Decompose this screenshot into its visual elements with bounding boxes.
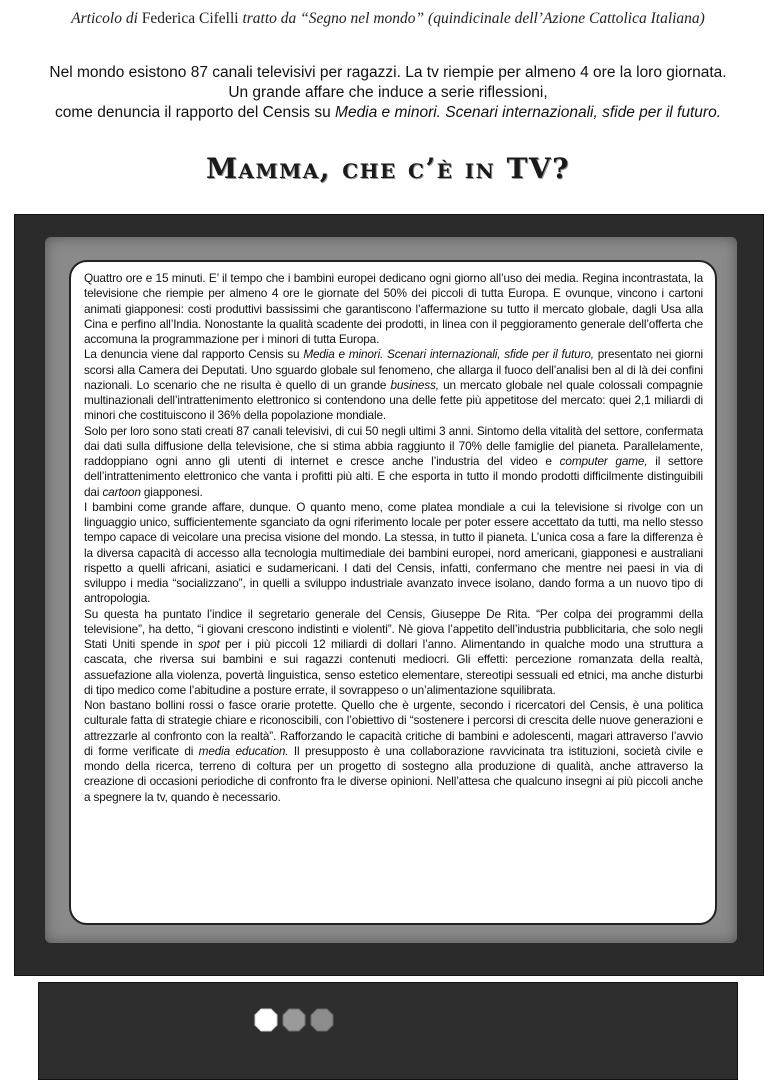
intro-line-3-title: Media e minori. Scenari internazionali, sfide per il futuro.	[335, 104, 721, 121]
text-run: un mercato globale nel quale colossali compagnie multinazionali dell’intrattenimento elettronico si contendono una delle fette più appetitose del mercato: quei 2,1 miliardi di minori che costituiscono il 36% della popolazione mondiale.	[84, 377, 703, 423]
tv-control-bar	[38, 982, 738, 1080]
article-paragraph-6	[84, 698, 703, 805]
article-paragraph-4: I bambini come grande affare, dunque. O quanto meno, come platea mondiale a cui la televisione si rivolge con un linguaggio unico, sufficientemente sganciato da ogni riferimento locale per poter essere accettato da tutti, ma nello stesso tempo capace di veicolare una precisa visione del mondo. La stessa, in tutto il pianeta. L’unica cosa a fare la differenza è la diversa capacità di accesso alla tecnologia multimediale dei bambini europei, nord americani, giapponesi e australiani rispetto a quelli africani, asiatici e sudamericani. I dati del Censis, infatti, confermano che mentre nei paesi in via di sviluppo i media “socializzano”, in quelli a sviluppo industriale avanzato invece isolano, dando forma a un nuovo tipo di antropologia.	[84, 499, 703, 606]
credit-author: Federica Cifelli	[141, 10, 239, 27]
italic-run: cartoon	[102, 484, 141, 499]
gray-octagon-icon	[310, 1008, 334, 1032]
italic-run: computer game,	[559, 454, 648, 468]
article-panel	[69, 260, 717, 925]
article-paragraph-1: Quattro ore e 15 minuti. E’ il tempo che i bambini europei dedicano ogni giorno all’uso dei media. Regina incontrastata, la televisione che riempie per almeno 4 ore le giornate del 50% dei piccoli di tutta Europa. E ovunque, vincono i cartoni animati giapponesi: costi produttivi bassissimi che garantiscono l’affermazione su tutto il mercato globale, dagli Usa alla Cina e perfino all’India. Nonostante la qualità scadente dei prodotti, in linea con il peggioramento generale dell’offerta che accomuna la programmazione per i minori di tutta Europa.	[84, 271, 703, 346]
text-run: La denuncia viene dal rapporto Censis su	[84, 347, 300, 362]
text-run: per i più piccoli 12 miliardi di dollari l’anno. Alimentando in qualche modo una struttura a cascata, che riversa sui bambini e sui ragazzi contenuti mediocri. Gli effetti: percezione romanzata della realtà, assuefazione alla violenza, povertà linguistica, senso estetico elementare, stereotipi sessuali ed etnici, ma anche disturbi di tipo medico come l’abitudine a posture errate, il sovrappeso o un’alimentazione squilibrata.	[84, 637, 703, 697]
article-body	[84, 271, 703, 805]
text-run: Su questa ha puntato l’indice il segretario generale del Censis, Giuseppe De Rita. “Per colpa dei programmi della televisione”, ha detto, “i giovani crescono indistinti e violenti”. Nè giova l’appetito dell’industria pubblicitaria, che solo negli Stati Uniti spende in	[84, 606, 703, 651]
indicator-dots	[254, 1008, 334, 1032]
article-paragraph-5	[84, 607, 703, 699]
text-run: Il presupposto è una collaborazione ravvicinata tra istituzioni, società civile e mondo della ricerca, terreno di coltura per un progetto di sostegno alla produzione di qualità, anche attraverso la creazione di occasioni periodiche di confronto fra le diverse opinioni. Nell’attesa che qualcuno insegni ai più piccoli anche a spegnere la tv, quando è necessario.	[84, 743, 703, 804]
white-octagon-icon	[254, 1008, 278, 1032]
intro-line-1: Nel mondo esistono 87 canali televisivi per ragazzi. La tv riempie per almeno 4 ore la loro giornata.	[49, 64, 727, 81]
text-run: Solo per loro sono stati creati 87 canali televisivi, di cui 50 negli ultimi 3 anni. Sintomo della vitalità del settore, confermata dai dati sulla diffusione della televisione, che si stima abbia raggiunto il 70% delle famiglie del pianeta. Parallelamente, raddoppiano ogni anno gli utenti di internet e cresce anche l’industria del video e	[84, 423, 703, 468]
text-run: presentato nei giorni scorsi alla Camera dei Deputati. Uno sguardo globale sul fenomeno, che allarga il fuoco dell’analisi ben al di là dei confini nazionali. Lo scenario che ne risulta è quello di un grande	[84, 347, 703, 392]
italic-run: business,	[390, 377, 439, 392]
tv-screen	[45, 237, 737, 943]
text-run: il settore dell’intrattenimento elettronico che vanta i profitti più alti. E che esporta in tutto il mondo prodotti difficilmente distinguibili dai	[84, 454, 704, 499]
italic-run: Media e minori. Scenari internazionali, sfide per il futuro,	[303, 347, 594, 362]
article-paragraph-3	[84, 424, 703, 500]
credit-prefix: Articolo di	[71, 10, 138, 27]
intro-line-3-text: come denuncia il rapporto del Censis su	[55, 104, 331, 121]
credit-mid: tratto da	[242, 10, 297, 27]
intro-block	[20, 63, 756, 123]
intro-line-2: Un grande affare che induce a serie riflessioni,	[228, 84, 548, 101]
article-paragraph-2	[84, 347, 703, 423]
credit-source: “Segno nel mondo” (quindicinale dell’Azione Cattolica Italiana)	[300, 10, 705, 27]
text-run: giapponesi.	[143, 484, 203, 499]
gray-octagon-icon	[282, 1008, 306, 1032]
tv-frame	[14, 214, 764, 976]
text-run: Non bastano bollini rossi o fasce orarie protette. Quello che è urgente, secondo i ricercatori del Censis, è una politica culturale fatta di strategie chiare e riconoscibili, con l’obiettivo di “sostenere i percorsi di crescita delle nuove generazioni e attrezzarle al confronto con la realtà”. Rafforzando le capacità critiche di bambini e adolescenti, magari attraverso l’avvio di forme verificate di	[84, 698, 703, 758]
italic-run: media education.	[198, 743, 289, 758]
intro-line-3	[20, 103, 756, 123]
article-credit	[0, 10, 776, 28]
italic-run: spot	[197, 637, 220, 651]
page-title: Mamma, che c’è in TV?	[205, 152, 571, 185]
